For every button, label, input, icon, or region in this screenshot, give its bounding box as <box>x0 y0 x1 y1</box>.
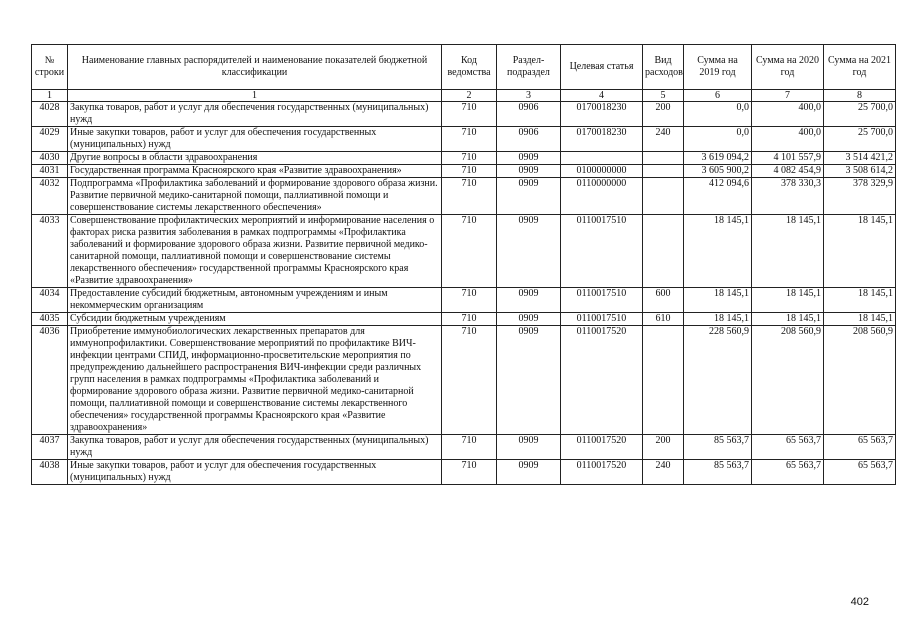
cell-row-no: 4029 <box>32 127 68 152</box>
column-number: 3 <box>497 90 561 102</box>
column-number: 8 <box>824 90 896 102</box>
column-number: 2 <box>442 90 497 102</box>
cell-row-no: 4037 <box>32 435 68 460</box>
cell-sum-2020: 18 145,1 <box>752 215 824 288</box>
cell-sum-2021: 3 514 421,2 <box>824 152 896 165</box>
cell-exp-type <box>643 178 684 215</box>
table-row <box>32 326 896 435</box>
cell-row-no: 4031 <box>32 165 68 178</box>
cell-sum-2021: 65 563,7 <box>824 435 896 460</box>
cell-section: 0909 <box>497 313 561 326</box>
cell-target: 0110017510 <box>561 288 643 313</box>
cell-sum-2021: 25 700,0 <box>824 127 896 152</box>
cell-section: 0909 <box>497 152 561 165</box>
header-sum-2019: Сумма на 2019 год <box>684 45 752 90</box>
cell-target: 0110017520 <box>561 326 643 435</box>
cell-section: 0909 <box>497 460 561 485</box>
cell-name: Приобретение иммунобиологических лекарственных препаратов для иммунопрофилактики. Совершенствование мероприятий по профилактике ВИЧ-инфекции центрами СПИД, информационно-просветительские мероприятия по предупреждению дальнейшего распространения ВИЧ-инфекции среди различных групп населения в рамках подпрограммы «Профилактика заболеваний и формирование здорового образа жизни. Развитие первичной медико-санитарной помощи, паллиативной помощи и совершенствование системы лекарственного обеспечения» государственной программы Красноярского края «Развитие здравоохранения» <box>68 326 442 435</box>
cell-exp-type: 610 <box>643 313 684 326</box>
cell-sum-2019: 0,0 <box>684 127 752 152</box>
cell-exp-type <box>643 165 684 178</box>
cell-name: Предоставление субсидий бюджетным, автономным учреждениям и иным некоммерческим организациям <box>68 288 442 313</box>
cell-name: Подпрограмма «Профилактика заболеваний и формирование здорового образа жизни. Развитие первичной медико-санитарной помощи, паллиативной помощи и совершенствование системы лекарственного обеспечения» <box>68 178 442 215</box>
header-section: Раздел-подраздел <box>497 45 561 90</box>
cell-exp-type <box>643 326 684 435</box>
cell-name: Иные закупки товаров, работ и услуг для обеспечения государственных (муниципальных) нужд <box>68 127 442 152</box>
cell-section: 0909 <box>497 288 561 313</box>
cell-target: 0170018230 <box>561 127 643 152</box>
cell-name: Иные закупки товаров, работ и услуг для обеспечения государственных (муниципальных) нужд <box>68 460 442 485</box>
header-exp-type: Вид расходов <box>643 45 684 90</box>
cell-sum-2019: 3 619 094,2 <box>684 152 752 165</box>
cell-dept-code: 710 <box>442 178 497 215</box>
table-row <box>32 313 896 326</box>
table-row <box>32 102 896 127</box>
cell-sum-2021: 3 508 614,2 <box>824 165 896 178</box>
cell-target: 0110017520 <box>561 435 643 460</box>
cell-sum-2020: 400,0 <box>752 102 824 127</box>
cell-dept-code: 710 <box>442 288 497 313</box>
cell-row-no: 4038 <box>32 460 68 485</box>
cell-name: Закупка товаров, работ и услуг для обеспечения государственных (муниципальных) нужд <box>68 102 442 127</box>
cell-sum-2019: 228 560,9 <box>684 326 752 435</box>
table-row <box>32 288 896 313</box>
cell-exp-type <box>643 152 684 165</box>
cell-sum-2021: 208 560,9 <box>824 326 896 435</box>
cell-sum-2020: 65 563,7 <box>752 460 824 485</box>
cell-exp-type: 240 <box>643 127 684 152</box>
table-row <box>32 152 896 165</box>
cell-dept-code: 710 <box>442 326 497 435</box>
header-sum-2021: Сумма на 2021 год <box>824 45 896 90</box>
cell-sum-2019: 85 563,7 <box>684 460 752 485</box>
cell-target: 0100000000 <box>561 165 643 178</box>
cell-target: 0170018230 <box>561 102 643 127</box>
cell-exp-type: 240 <box>643 460 684 485</box>
table-header-row <box>32 45 896 90</box>
cell-sum-2019: 18 145,1 <box>684 288 752 313</box>
cell-name: Совершенствование профилактических мероприятий и информирование населения о факторах риска развития заболевания в рамках подпрограммы «Профилактика заболеваний и формирование здорового образа жизни. Развитие первичной медико-санитарной помощи, паллиативной помощи и совершенствование системы лекарственного обеспечения» государственной программы Красноярского края «Развитие здравоохранения» <box>68 215 442 288</box>
column-number: 1 <box>32 90 68 102</box>
cell-exp-type: 200 <box>643 435 684 460</box>
cell-dept-code: 710 <box>442 215 497 288</box>
cell-exp-type: 200 <box>643 102 684 127</box>
cell-sum-2019: 412 094,6 <box>684 178 752 215</box>
cell-section: 0909 <box>497 165 561 178</box>
column-number: 1 <box>68 90 442 102</box>
header-sum-2020: Сумма на 2020 год <box>752 45 824 90</box>
column-number-row <box>32 90 896 102</box>
cell-sum-2020: 18 145,1 <box>752 288 824 313</box>
cell-section: 0906 <box>497 127 561 152</box>
column-number: 4 <box>561 90 643 102</box>
cell-sum-2020: 4 101 557,9 <box>752 152 824 165</box>
cell-sum-2021: 378 329,9 <box>824 178 896 215</box>
cell-target: 0110000000 <box>561 178 643 215</box>
cell-exp-type: 600 <box>643 288 684 313</box>
cell-dept-code: 710 <box>442 460 497 485</box>
table-body <box>32 102 896 485</box>
cell-row-no: 4036 <box>32 326 68 435</box>
header-dept-code: Код ведомства <box>442 45 497 90</box>
cell-dept-code: 710 <box>442 102 497 127</box>
cell-target: 0110017520 <box>561 460 643 485</box>
cell-section: 0909 <box>497 326 561 435</box>
table-row <box>32 460 896 485</box>
cell-sum-2019: 85 563,7 <box>684 435 752 460</box>
cell-dept-code: 710 <box>442 165 497 178</box>
cell-dept-code: 710 <box>442 435 497 460</box>
cell-sum-2021: 18 145,1 <box>824 313 896 326</box>
cell-sum-2019: 18 145,1 <box>684 313 752 326</box>
cell-sum-2019: 3 605 900,2 <box>684 165 752 178</box>
header-target: Целевая статья <box>561 45 643 90</box>
cell-sum-2020: 65 563,7 <box>752 435 824 460</box>
table-row <box>32 165 896 178</box>
column-number: 5 <box>643 90 684 102</box>
cell-row-no: 4035 <box>32 313 68 326</box>
cell-dept-code: 710 <box>442 313 497 326</box>
cell-row-no: 4028 <box>32 102 68 127</box>
cell-row-no: 4033 <box>32 215 68 288</box>
cell-dept-code: 710 <box>442 152 497 165</box>
header-name: Наименование главных распорядителей и наименование показателей бюджетной классификации <box>68 45 442 90</box>
cell-name: Другие вопросы в области здравоохранения <box>68 152 442 165</box>
cell-sum-2021: 65 563,7 <box>824 460 896 485</box>
cell-sum-2020: 208 560,9 <box>752 326 824 435</box>
cell-row-no: 4030 <box>32 152 68 165</box>
cell-name: Государственная программа Красноярского края «Развитие здравоохранения» <box>68 165 442 178</box>
cell-row-no: 4032 <box>32 178 68 215</box>
cell-section: 0909 <box>497 435 561 460</box>
table-row <box>32 178 896 215</box>
cell-sum-2020: 18 145,1 <box>752 313 824 326</box>
column-number: 6 <box>684 90 752 102</box>
cell-sum-2019: 0,0 <box>684 102 752 127</box>
page-number: 402 <box>850 596 869 608</box>
cell-sum-2020: 400,0 <box>752 127 824 152</box>
budget-table <box>31 44 896 485</box>
cell-sum-2021: 25 700,0 <box>824 102 896 127</box>
cell-target: 0110017510 <box>561 313 643 326</box>
cell-sum-2021: 18 145,1 <box>824 215 896 288</box>
cell-section: 0909 <box>497 178 561 215</box>
cell-target: 0110017510 <box>561 215 643 288</box>
cell-sum-2019: 18 145,1 <box>684 215 752 288</box>
cell-name: Закупка товаров, работ и услуг для обеспечения государственных (муниципальных) нужд <box>68 435 442 460</box>
cell-dept-code: 710 <box>442 127 497 152</box>
cell-target <box>561 152 643 165</box>
cell-sum-2020: 4 082 454,9 <box>752 165 824 178</box>
cell-sum-2021: 18 145,1 <box>824 288 896 313</box>
cell-row-no: 4034 <box>32 288 68 313</box>
column-number: 7 <box>752 90 824 102</box>
cell-section: 0909 <box>497 215 561 288</box>
cell-name: Субсидии бюджетным учреждениям <box>68 313 442 326</box>
table-row <box>32 215 896 288</box>
table-row <box>32 435 896 460</box>
header-row-no: № строки <box>32 45 68 90</box>
table-row <box>32 127 896 152</box>
cell-exp-type <box>643 215 684 288</box>
cell-sum-2020: 378 330,3 <box>752 178 824 215</box>
cell-section: 0906 <box>497 102 561 127</box>
